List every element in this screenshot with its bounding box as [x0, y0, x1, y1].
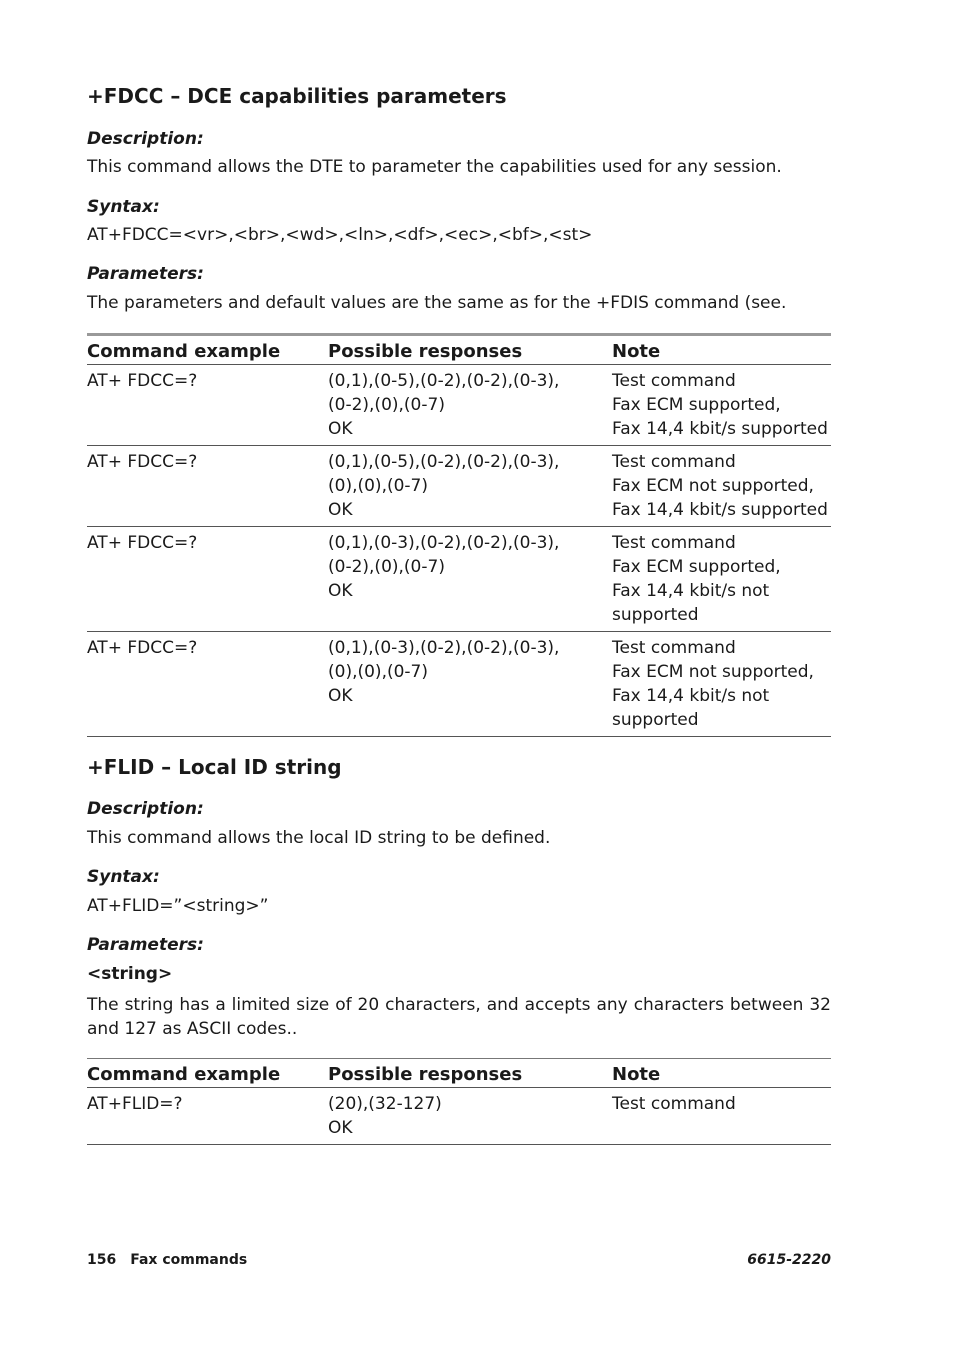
- command-cell: AT+ FDCC=?: [87, 365, 328, 446]
- note-line: supported: [612, 710, 699, 730]
- note-line: Fax 14,4 kbit/s not: [612, 581, 770, 601]
- footer-section-name: Fax commands: [130, 1252, 248, 1268]
- column-header-responses: Possible responses: [328, 335, 612, 365]
- note-line: Test command: [612, 452, 736, 472]
- responses-cell: [328, 365, 612, 446]
- section-title-fdcc: +FDCC – DCE capabilities parameters: [87, 84, 507, 108]
- note-line: Fax 14,4 kbit/s supported: [612, 419, 828, 439]
- flid-command-table: [87, 1058, 831, 1145]
- note-cell: [612, 1088, 831, 1145]
- table-row: [87, 1088, 831, 1145]
- section-title-flid: +FLID – Local ID string: [87, 755, 342, 779]
- column-header-responses: Possible responses: [328, 1059, 612, 1088]
- column-header-note: Note: [612, 1059, 831, 1088]
- table-header-row: [87, 1059, 831, 1088]
- note-line: Fax ECM supported,: [612, 395, 781, 415]
- column-header-command: Command example: [87, 1059, 328, 1088]
- note-cell: [612, 632, 831, 737]
- note-line: Test command: [612, 533, 736, 553]
- syntax-text: AT+FDCC=<vr>,<br>,<wd>,<ln>,<df>,<ec>,<bf>,<st>: [87, 225, 593, 245]
- note-line: supported: [612, 605, 699, 625]
- command-cell: AT+ FDCC=?: [87, 446, 328, 527]
- response-line: OK: [328, 581, 353, 601]
- table-row: [87, 446, 831, 527]
- response-line: (20),(32-127): [328, 1094, 442, 1114]
- note-line: Test command: [612, 1094, 736, 1114]
- document-number: 6615-2220: [747, 1252, 831, 1268]
- parameters-text: The parameters and default values are the same as for the +FDIS command (see.: [87, 293, 787, 313]
- note-line: Fax 14,4 kbit/s supported: [612, 500, 828, 520]
- response-line: OK: [328, 686, 353, 706]
- parameter-name: <string>: [87, 964, 173, 984]
- fdcc-command-table: [87, 333, 831, 737]
- note-line: Fax ECM not supported,: [612, 476, 814, 496]
- response-line: OK: [328, 419, 353, 439]
- syntax-label: Syntax:: [87, 197, 160, 217]
- note-line: Fax 14,4 kbit/s not: [612, 686, 770, 706]
- parameters-label: Parameters:: [87, 264, 204, 284]
- description-label: Description:: [87, 129, 204, 149]
- description-text: This command allows the local ID string to be defined.: [87, 828, 551, 848]
- column-header-note: Note: [612, 335, 831, 365]
- response-line: OK: [328, 500, 353, 520]
- footer-left: [87, 1252, 247, 1268]
- command-cell: AT+ FDCC=?: [87, 632, 328, 737]
- note-cell: [612, 446, 831, 527]
- note-line: Test command: [612, 371, 736, 391]
- responses-cell: [328, 1088, 612, 1145]
- note-line: Fax ECM not supported,: [612, 662, 814, 682]
- description-text: This command allows the DTE to parameter the capabilities used for any session.: [87, 157, 782, 177]
- responses-cell: [328, 632, 612, 737]
- responses-cell: [328, 446, 612, 527]
- command-cell: AT+ FDCC=?: [87, 527, 328, 632]
- command-cell: AT+FLID=?: [87, 1088, 328, 1145]
- page-number: 156: [87, 1252, 117, 1268]
- response-line: (0,1),(0-3),(0-2),(0-2),(0-3),: [328, 533, 560, 553]
- response-line: (0),(0),(0-7): [328, 476, 428, 496]
- response-line: (0,1),(0-5),(0-2),(0-2),(0-3),: [328, 371, 560, 391]
- parameter-description: The string has a limited size of 20 characters, and accepts any characters between 32 and 127 as ASCII codes..: [87, 995, 831, 1039]
- note-cell: [612, 527, 831, 632]
- response-line: OK: [328, 1118, 353, 1138]
- response-line: (0-2),(0),(0-7): [328, 395, 445, 415]
- table-header-row: [87, 335, 831, 365]
- table-row: [87, 527, 831, 632]
- description-label: Description:: [87, 799, 204, 819]
- parameters-label: Parameters:: [87, 935, 204, 955]
- responses-cell: [328, 527, 612, 632]
- response-line: (0-2),(0),(0-7): [328, 557, 445, 577]
- syntax-label: Syntax:: [87, 867, 160, 887]
- note-cell: [612, 365, 831, 446]
- table-row: [87, 632, 831, 737]
- syntax-text: AT+FLID=”<string>”: [87, 896, 269, 916]
- response-line: (0,1),(0-5),(0-2),(0-2),(0-3),: [328, 452, 560, 472]
- response-line: (0,1),(0-3),(0-2),(0-2),(0-3),: [328, 638, 560, 658]
- note-line: Fax ECM supported,: [612, 557, 781, 577]
- note-line: Test command: [612, 638, 736, 658]
- response-line: (0),(0),(0-7): [328, 662, 428, 682]
- table-row: [87, 365, 831, 446]
- column-header-command: Command example: [87, 335, 328, 365]
